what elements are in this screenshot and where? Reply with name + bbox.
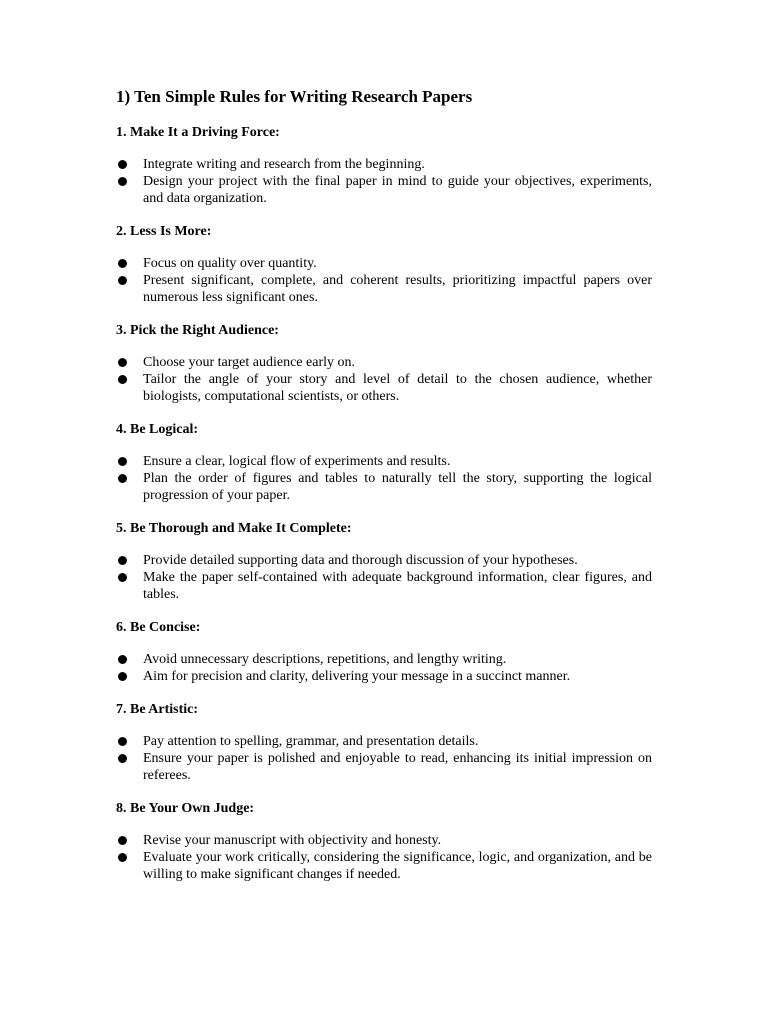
list-item-text: Present significant, complete, and coherent results, prioritizing impactful papers over numerous less significant ones. (143, 273, 652, 305)
bullet-list (116, 453, 652, 504)
bullet-icon (118, 457, 127, 466)
list-item-text: Choose your target audience early on. (143, 355, 356, 370)
bullet-list (116, 354, 652, 405)
section-heading: 5. Be Thorough and Make It Complete: (116, 521, 352, 536)
section-heading: 6. Be Concise: (116, 620, 201, 635)
bullet-icon (118, 177, 127, 186)
list-item-text: Make the paper self-contained with adequate background information, clear figures, and tables. (143, 570, 652, 602)
list-item-text: Tailor the angle of your story and level of detail to the chosen audience, whether biologists, computational scientists, or others. (143, 372, 652, 404)
bullet-icon (118, 754, 127, 763)
bullet-icon (118, 655, 127, 664)
list-item (116, 173, 652, 207)
list-item (116, 470, 652, 504)
bullet-icon (118, 853, 127, 862)
list-item-text: Ensure a clear, logical flow of experiments and results. (143, 454, 451, 469)
list-item (116, 832, 652, 849)
section-heading: 7. Be Artistic: (116, 702, 199, 717)
bullet-icon (118, 358, 127, 367)
list-item-text: Pay attention to spelling, grammar, and presentation details. (143, 734, 479, 749)
section-heading: 3. Pick the Right Audience: (116, 323, 279, 338)
list-item-text: Evaluate your work critically, considering the significance, logic, and organization, and be willing to make significant changes if needed. (143, 850, 652, 882)
bullet-list (116, 156, 652, 207)
list-item (116, 371, 652, 405)
list-item-text: Avoid unnecessary descriptions, repetitions, and lengthy writing. (143, 652, 507, 667)
bullet-list (116, 832, 652, 883)
list-item-text: Ensure your paper is polished and enjoyable to read, enhancing its initial impression on referees. (143, 751, 652, 783)
bullet-icon (118, 573, 127, 582)
bullet-icon (118, 836, 127, 845)
section-heading: 4. Be Logical: (116, 422, 199, 437)
bullet-list (116, 651, 652, 685)
list-item-text: Design your project with the final paper in mind to guide your objectives, experiments, and data organization. (143, 174, 652, 206)
section-8 (116, 800, 652, 883)
bullet-icon (118, 556, 127, 565)
list-item (116, 255, 652, 272)
section-heading: 1. Make It a Driving Force: (116, 125, 280, 140)
list-item (116, 750, 652, 784)
list-item (116, 668, 652, 685)
bullet-icon (118, 276, 127, 285)
bullet-list (116, 733, 652, 784)
list-item-text: Revise your manuscript with objectivity and honesty. (143, 833, 442, 848)
section-4 (116, 421, 652, 504)
bullet-list (116, 255, 652, 306)
section-5 (116, 520, 652, 603)
list-item (116, 651, 652, 668)
bullet-icon (118, 672, 127, 681)
section-2 (116, 223, 652, 306)
bullet-list (116, 552, 652, 603)
list-item (116, 354, 652, 371)
list-item (116, 733, 652, 750)
list-item-text: Provide detailed supporting data and thorough discussion of your hypotheses. (143, 553, 578, 568)
section-3 (116, 322, 652, 405)
section-heading: 8. Be Your Own Judge: (116, 801, 255, 816)
list-item (116, 453, 652, 470)
list-item (116, 552, 652, 569)
bullet-icon (118, 375, 127, 384)
section-6 (116, 619, 652, 685)
bullet-icon (118, 259, 127, 268)
list-item-text: Integrate writing and research from the beginning. (143, 157, 425, 172)
document-page (116, 86, 652, 899)
list-item-text: Plan the order of figures and tables to naturally tell the story, supporting the logical progression of your paper. (143, 471, 652, 503)
section-heading: 2. Less Is More: (116, 224, 212, 239)
list-item (116, 569, 652, 603)
list-item (116, 272, 652, 306)
section-7 (116, 701, 652, 784)
list-item-text: Aim for precision and clarity, delivering your message in a succinct manner. (143, 669, 571, 684)
section-1 (116, 124, 652, 207)
bullet-icon (118, 737, 127, 746)
document-title: 1) Ten Simple Rules for Writing Research Papers (116, 87, 473, 106)
list-item-text: Focus on quality over quantity. (143, 256, 317, 271)
list-item (116, 849, 652, 883)
list-item (116, 156, 652, 173)
bullet-icon (118, 160, 127, 169)
bullet-icon (118, 474, 127, 483)
